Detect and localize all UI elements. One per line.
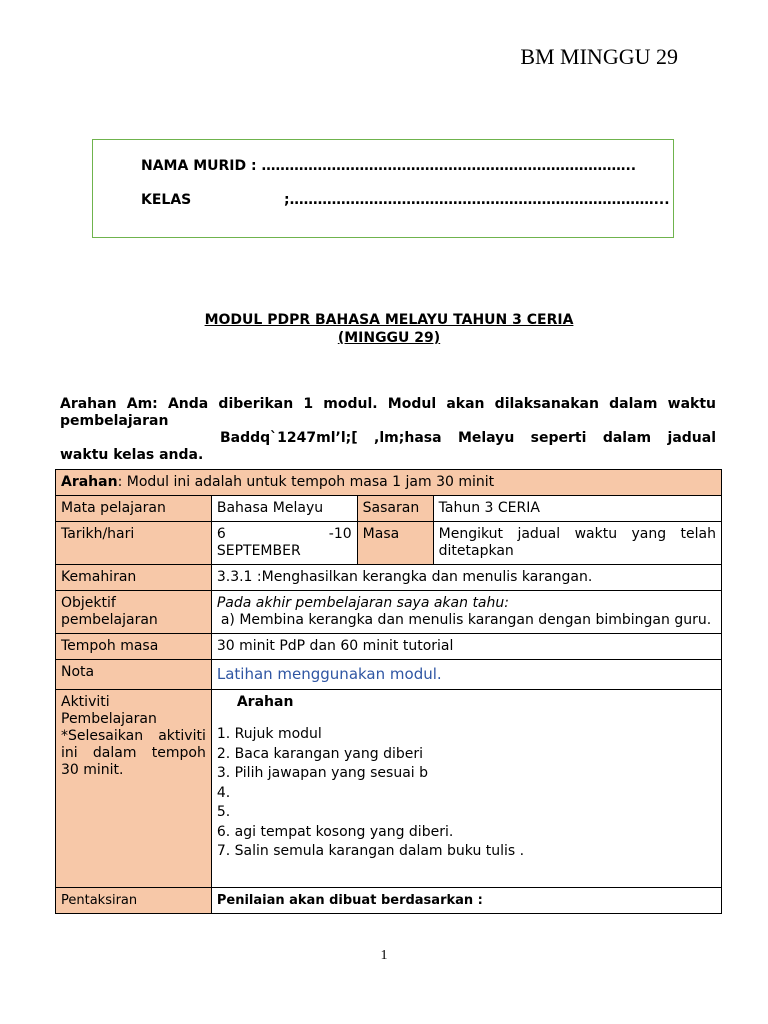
- arahan-cell: [56, 470, 722, 496]
- tarikh-end: -10: [328, 526, 352, 542]
- student-name-field: : ……………………………………………………………………..: [246, 158, 637, 174]
- mata-pelajaran-value: Bahasa Melayu: [211, 496, 357, 522]
- student-name-row: [141, 158, 636, 174]
- masa-value: Mengikut jadual waktu yang telah ditetapkan: [433, 522, 721, 565]
- tarikh-range: [217, 526, 352, 543]
- kemahiran-label: Kemahiran: [56, 565, 212, 591]
- tarikh-month: SEPTEMBER: [216, 543, 301, 559]
- masa-label: Masa: [357, 522, 433, 565]
- arahan-text: : Modul ini adalah untuk tempoh masa 1 jam 30 minit: [117, 474, 495, 490]
- table-row: [56, 660, 722, 690]
- table-row: [56, 690, 722, 888]
- page-number: 1: [380, 948, 388, 963]
- aktiviti-value: [211, 690, 721, 888]
- list-item: 7. Salin semula karangan dalam buku tulis .: [216, 843, 525, 859]
- table-row: [56, 591, 722, 634]
- module-title: [0, 311, 768, 347]
- table-row: [56, 634, 722, 660]
- arahan-label: Arahan: [61, 474, 118, 490]
- kemahiran-value: 3.3.1 :Menghasilkan kerangka dan menulis karangan.: [211, 565, 721, 591]
- aktiviti-heading: Arahan: [236, 694, 294, 710]
- student-class-label: KELAS: [141, 192, 192, 208]
- document-header-title: BM MINGGU 29: [520, 44, 678, 69]
- instructions-line3: waktu kelas anda.: [60, 447, 204, 463]
- tempoh-label: Tempoh masa: [56, 634, 212, 660]
- module-title-line2: (MINGGU 29): [337, 330, 441, 346]
- list-item: 3. Pilih jawapan yang sesuai b: [216, 765, 429, 781]
- list-item: 2. Baca karangan yang diberi: [216, 745, 423, 762]
- list-item: 4.: [216, 784, 231, 801]
- table-row: [56, 470, 722, 496]
- tarikh-label: Tarikh/hari: [56, 522, 212, 565]
- aktiviti-list: [217, 725, 716, 862]
- student-class-field: ;……………………………………………………………………...: [284, 192, 670, 208]
- lesson-plan-table: [55, 469, 722, 914]
- objektif-item: a) Membina kerangka dan menulis karangan dengan bimbingan guru.: [220, 612, 712, 628]
- instructions-line2: Baddq`1247ml’l;[ ,lm;hasa Melayu seperti dalam jadual: [220, 430, 716, 446]
- student-info-box: [92, 139, 674, 238]
- table-row: [56, 496, 722, 522]
- objektif-value: [211, 591, 721, 634]
- sasaran-value: Tahun 3 CERIA: [433, 496, 721, 522]
- nota-value: Latihan menggunakan modul.: [211, 660, 721, 690]
- pentaksiran-label: Pentaksiran: [56, 888, 212, 914]
- tempoh-value: 30 minit PdP dan 60 minit tutorial: [211, 634, 721, 660]
- tarikh-value: [211, 522, 357, 565]
- list-item: 1. Rujuk modul: [216, 726, 322, 742]
- aktiviti-label: Aktiviti Pembelajaran *Selesaikan aktiviti ini dalam tempoh 30 minit.: [56, 690, 212, 888]
- list-item: 6. agi tempat kosong yang diberi.: [216, 823, 454, 840]
- tarikh-start: 6: [216, 526, 226, 542]
- pentaksiran-value: Penilaian akan dibuat berdasarkan :: [211, 888, 721, 914]
- objektif-intro: Pada akhir pembelajaran saya akan tahu:: [216, 595, 509, 611]
- general-instructions: [60, 396, 716, 464]
- module-title-line1: MODUL PDPR BAHASA MELAYU TAHUN 3 CERIA: [204, 312, 574, 328]
- table-row: [56, 565, 722, 591]
- mata-pelajaran-label: Mata pelajaran: [56, 496, 212, 522]
- table-row: [56, 888, 722, 914]
- table-row: [56, 522, 722, 565]
- instructions-line1: Arahan Am: Anda diberikan 1 modul. Modul akan dilaksanakan dalam waktu pembelajaran: [60, 396, 716, 429]
- objektif-label: Objektif pembelajaran: [56, 591, 212, 634]
- sasaran-label: Sasaran: [357, 496, 433, 522]
- nota-label: Nota: [56, 660, 212, 690]
- student-class-row: [141, 192, 670, 208]
- student-name-label: NAMA MURID: [141, 158, 247, 174]
- list-item: 5.: [216, 804, 231, 820]
